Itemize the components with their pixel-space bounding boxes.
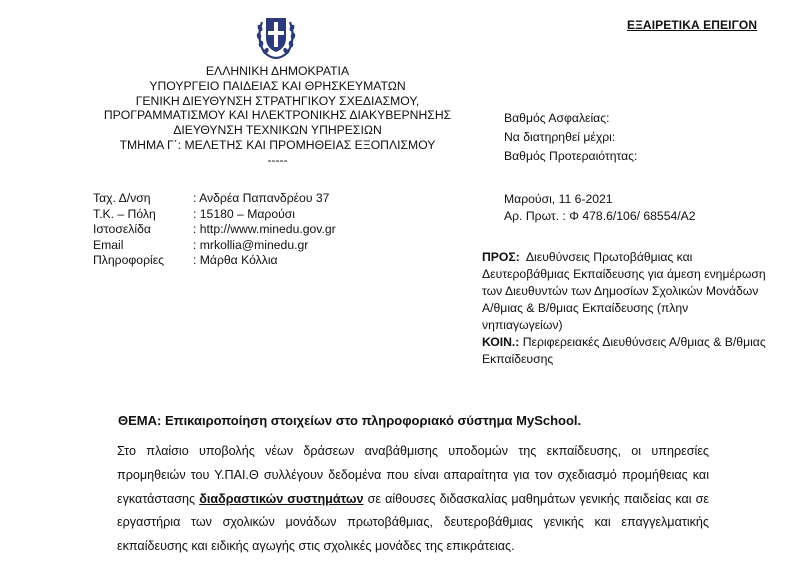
header-line: ΥΠΟΥΡΓΕΙΟ ΠΑΙΔΕΙΑΣ ΚΑΙ ΘΡΗΣΚΕΥΜΑΤΩΝ xyxy=(149,78,406,93)
header-line: ΓΕΝΙΚΗ ΔΙΕΥΘΥΝΣΗ ΣΤΡΑΤΗΓΙΚΟΥ ΣΧΕΔΙΑΣΜΟΥ, xyxy=(135,93,420,108)
contact-label: Ιστοσελίδα xyxy=(93,222,151,236)
to-text: Διευθύνσεις Πρωτοβάθμιας και Δευτεροβάθμιας Εκπαίδευσης για άμεση ενημέρωση των Διευθυντών των Δημοσίων Σχολικών Μονάδων Α/θμιας & Β/θμιας Εκπαίδευσης (πλην νηπιαγωγείων) xyxy=(482,250,766,332)
cc-text: Περιφερειακές Διευθύνσεις Α/θμιας & Β/θμιας Εκπαίδευσης xyxy=(482,335,766,366)
header-line: ΕΛΛΗΝΙΚΗ ΔΗΜΟΚΡΑΤΙΑ xyxy=(205,64,350,78)
security-block xyxy=(504,109,637,166)
header-line: ΠΡΟΓΡΑΜΜΑΤΙΣΜΟΥ ΚΑΙ ΗΛΕΚΤΡΟΝΙΚΗΣ ΔΙΑΚΥΒΕΡΝΗΣΗΣ xyxy=(103,108,452,123)
priority-level: Βαθμός Προτεραιότητας: xyxy=(504,149,638,163)
date-protocol-block xyxy=(504,191,696,225)
contact-label: Ταχ. Δ/νση xyxy=(93,191,151,205)
contact-value: : Ανδρέα Παπανδρέου 37 xyxy=(193,191,330,205)
contact-label: Email xyxy=(93,237,124,252)
contact-label: Τ.Κ. – Πόλη xyxy=(93,206,156,221)
contact-row xyxy=(93,207,336,223)
security-classification: Βαθμός Ασφαλείας: xyxy=(504,111,610,125)
contact-row xyxy=(93,253,336,269)
recipients-block xyxy=(482,249,772,368)
header-line: ΤΜΗΜΑ Γ΄: ΜΕΛΕΤΗΣ ΚΑΙ ΠΡΟΜΗΘΕΙΑΣ ΕΞΟΠΛΙΣΜΟΥ xyxy=(119,137,436,152)
to-recipients xyxy=(482,249,772,334)
contact-row xyxy=(93,238,336,254)
date-line: Μαρούσι, 11 6-2021 xyxy=(504,192,613,206)
protocol-number: Αρ. Πρωτ. : Φ 478.6/106/ 68554/Α2 xyxy=(504,209,696,223)
subject-line: ΘΕΜΑ: Επικαιροποίηση στοιχείων στο πληροφοριακό σύστημα MySchool. xyxy=(118,413,582,428)
email-link[interactable]: : mrkollia@minedu.gr xyxy=(193,237,309,252)
contact-row xyxy=(93,222,336,238)
contact-label: Πληροφορίες xyxy=(93,253,165,267)
contact-info xyxy=(93,191,336,269)
header-line: ΔΙΕΥΘΥΝΣΗ ΤΕΧΝΙΚΩΝ ΥΠΗΡΕΣΙΩΝ xyxy=(173,123,382,138)
contact-value: : 15180 – Μαρούσι xyxy=(193,206,296,221)
contact-row xyxy=(93,191,336,207)
urgency-label: ΕΞΑΙΡΕΤΙΚΑ ΕΠΕΙΓΟΝ xyxy=(627,18,758,32)
to-label: ΠΡΟΣ: xyxy=(482,250,520,264)
body-paragraph xyxy=(117,440,709,559)
cc-label: ΚΟΙΝ.: xyxy=(482,335,520,349)
website-link[interactable]: : http://www.minedu.gov.gr xyxy=(193,222,336,236)
body-text-after: σε αίθουσες διδασκαλίας μαθημάτων γενικής παιδείας και σε εργαστήρια των σχολικών μονάδων πρωτοβάθμιας, δευτεροβάθμιας γενικής και επαγγελματικής εκπαίδευσης και ειδικής αγωγής στις σχολικές μονάδες της επικράτειας. xyxy=(117,491,710,554)
retain-until: Να διατηρηθεί μέχρι: xyxy=(504,130,616,144)
header-separator: ----- xyxy=(267,152,288,167)
body-highlight: διαδραστικών συστημάτων xyxy=(199,491,364,506)
cc-recipients xyxy=(482,334,772,368)
body-text-before: Στο πλαίσιο υποβολής νέων δράσεων αναβάθμισης υποδομών της εκπαίδευσης, οι υπηρεσίες προμηθειών του Υ.ΠΑΙ.Θ συλλέγουν δεδομένα που είναι απαραίτητα για τον σχεδιασμό προμήθειας και εγκατάστασης xyxy=(117,444,709,506)
contact-value: : Μάρθα Κόλλια xyxy=(193,253,278,267)
greek-coat-of-arms-icon xyxy=(254,12,298,60)
ministry-header xyxy=(40,64,515,168)
